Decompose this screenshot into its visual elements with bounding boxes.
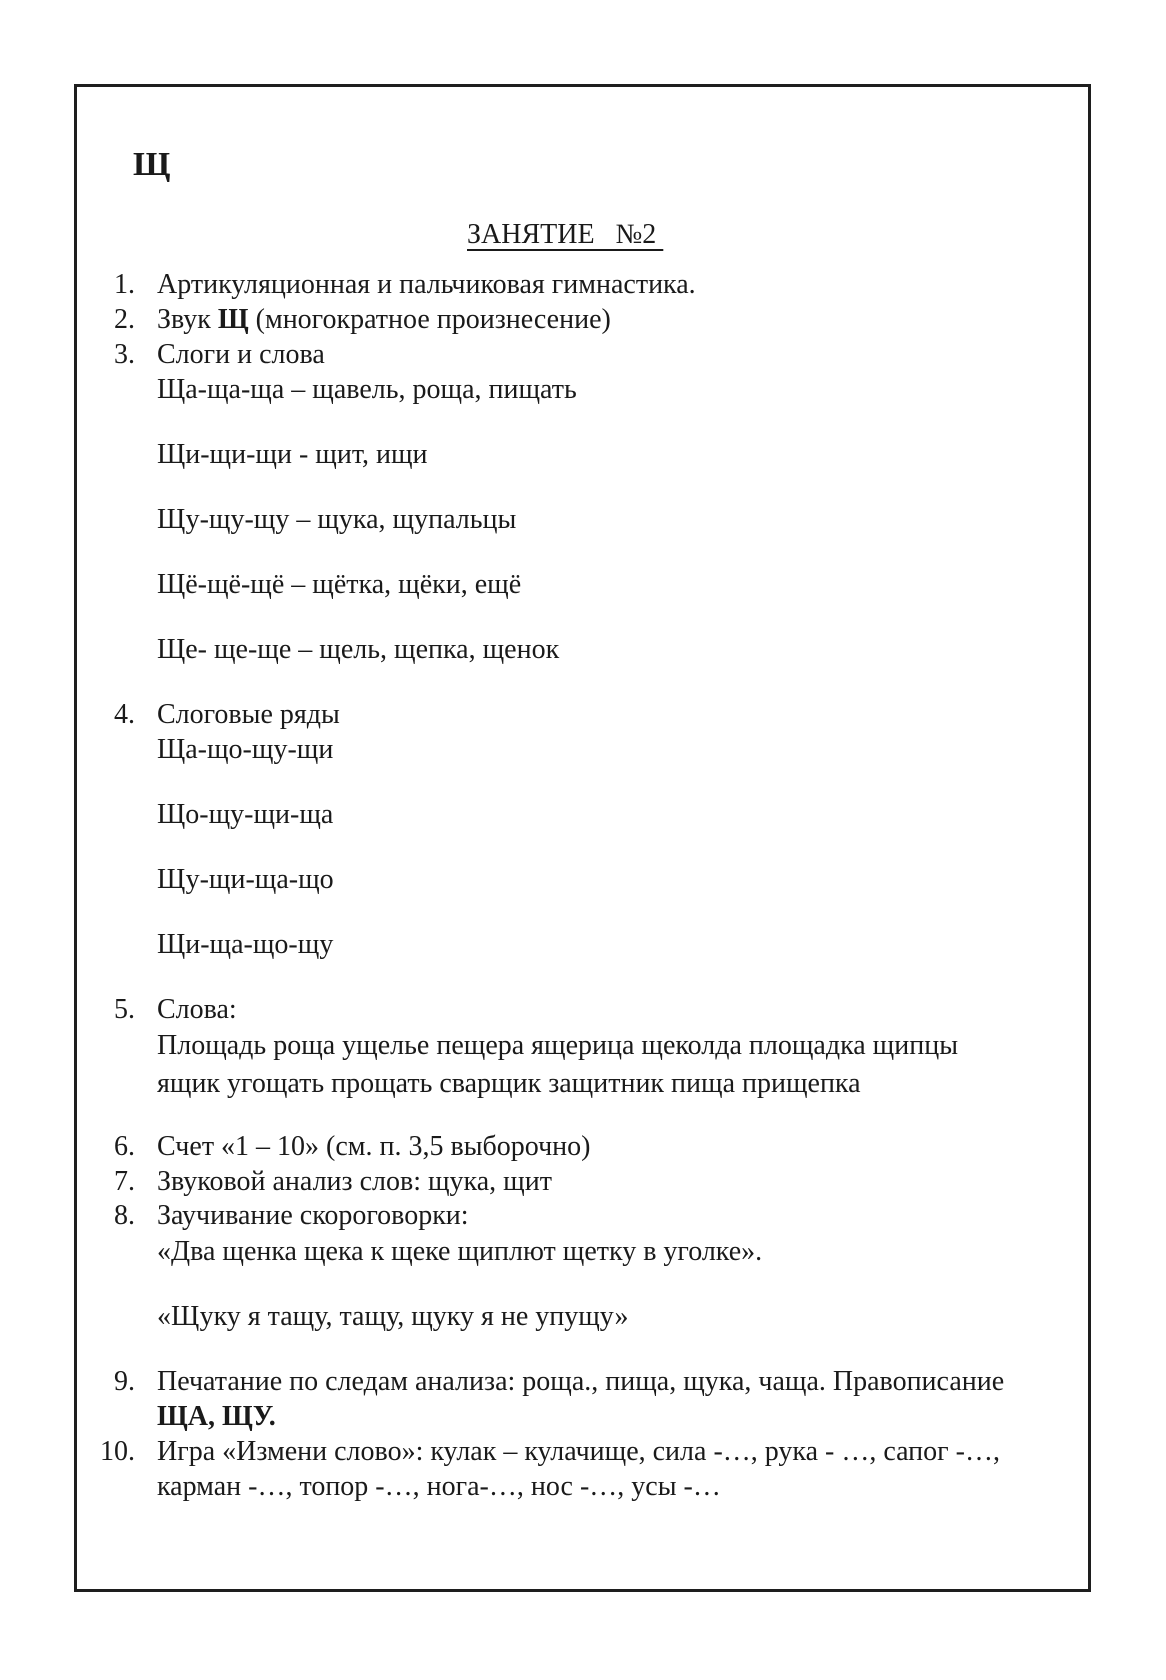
syllable-line: Щу-щу-щу – щука, щупальцы [157, 504, 517, 535]
syllable-line: Ще- ще-ще – щель, щепка, щенок [157, 634, 560, 665]
item-text: Артикуляционная и пальчиковая гимнастика. [157, 269, 696, 300]
syllable-line: Щё-щё-щё – щётка, щёки, ещё [157, 569, 522, 600]
bold-sound: Щ [217, 304, 249, 335]
sound-letter: Щ [133, 146, 171, 183]
item-number: 7. [114, 1166, 135, 1197]
syllable-line: Щи-щи-щи - щит, ищи [157, 439, 428, 470]
item-text: Слова: [157, 994, 237, 1025]
syllable-line: Що-щу-щи-ща [157, 799, 334, 830]
item-text: Счет «1 – 10» (см. п. 3,5 выборочно) [157, 1131, 591, 1162]
word-line: Площадь роща ущелье пещера ящерица щеколда площадка щипцы [157, 1030, 959, 1061]
spelling-rule: ЩА, ЩУ. [157, 1401, 276, 1432]
item-text: Слоги и слова [157, 339, 325, 370]
syllable-line: Щи-ща-що-щу [157, 929, 334, 960]
syllable-line: Ща-що-щу-щи [157, 734, 334, 765]
item-number: 2. [114, 304, 135, 335]
page-title: ЗАНЯТИЕ №2 [467, 219, 664, 250]
item-number: 4. [114, 699, 135, 730]
item-number: 8. [114, 1200, 135, 1231]
item-text: Слоговые ряды [157, 699, 340, 730]
item-text: Игра «Измени слово»: кулак – кулачище, сила -…, рука - …, сапог -…, [157, 1436, 1000, 1467]
item-text: Заучивание скороговорки: [157, 1200, 469, 1231]
item-text: Печатание по следам анализа: роща., пища, щука, чаща. Правописание [157, 1366, 1005, 1397]
tongue-twister: «Щуку я тащу, тащу, щуку я не упущу» [157, 1301, 629, 1332]
item-number: 10. [100, 1436, 135, 1467]
item-number: 3. [114, 339, 135, 370]
item-text: Звук Щ (многократное произнесение) [157, 304, 611, 335]
syllable-line: Щу-щи-ща-що [157, 864, 334, 895]
item-text-continued: карман -…, топор -…, нога-…, нос -…, усы -… [157, 1471, 721, 1502]
syllable-line: Ща-ща-ща – щавель, роща, пищать [157, 374, 577, 405]
item-number: 6. [114, 1131, 135, 1162]
item-number: 1. [114, 269, 135, 300]
word-line: ящик угощать прощать сварщик защитник пища прищепка [157, 1068, 861, 1099]
item-text: Звуковой анализ слов: щука, щит [157, 1166, 552, 1197]
item-number: 5. [114, 994, 135, 1025]
item-number: 9. [114, 1366, 135, 1397]
tongue-twister: «Два щенка щека к щеке щиплют щетку в уголке». [157, 1236, 763, 1267]
